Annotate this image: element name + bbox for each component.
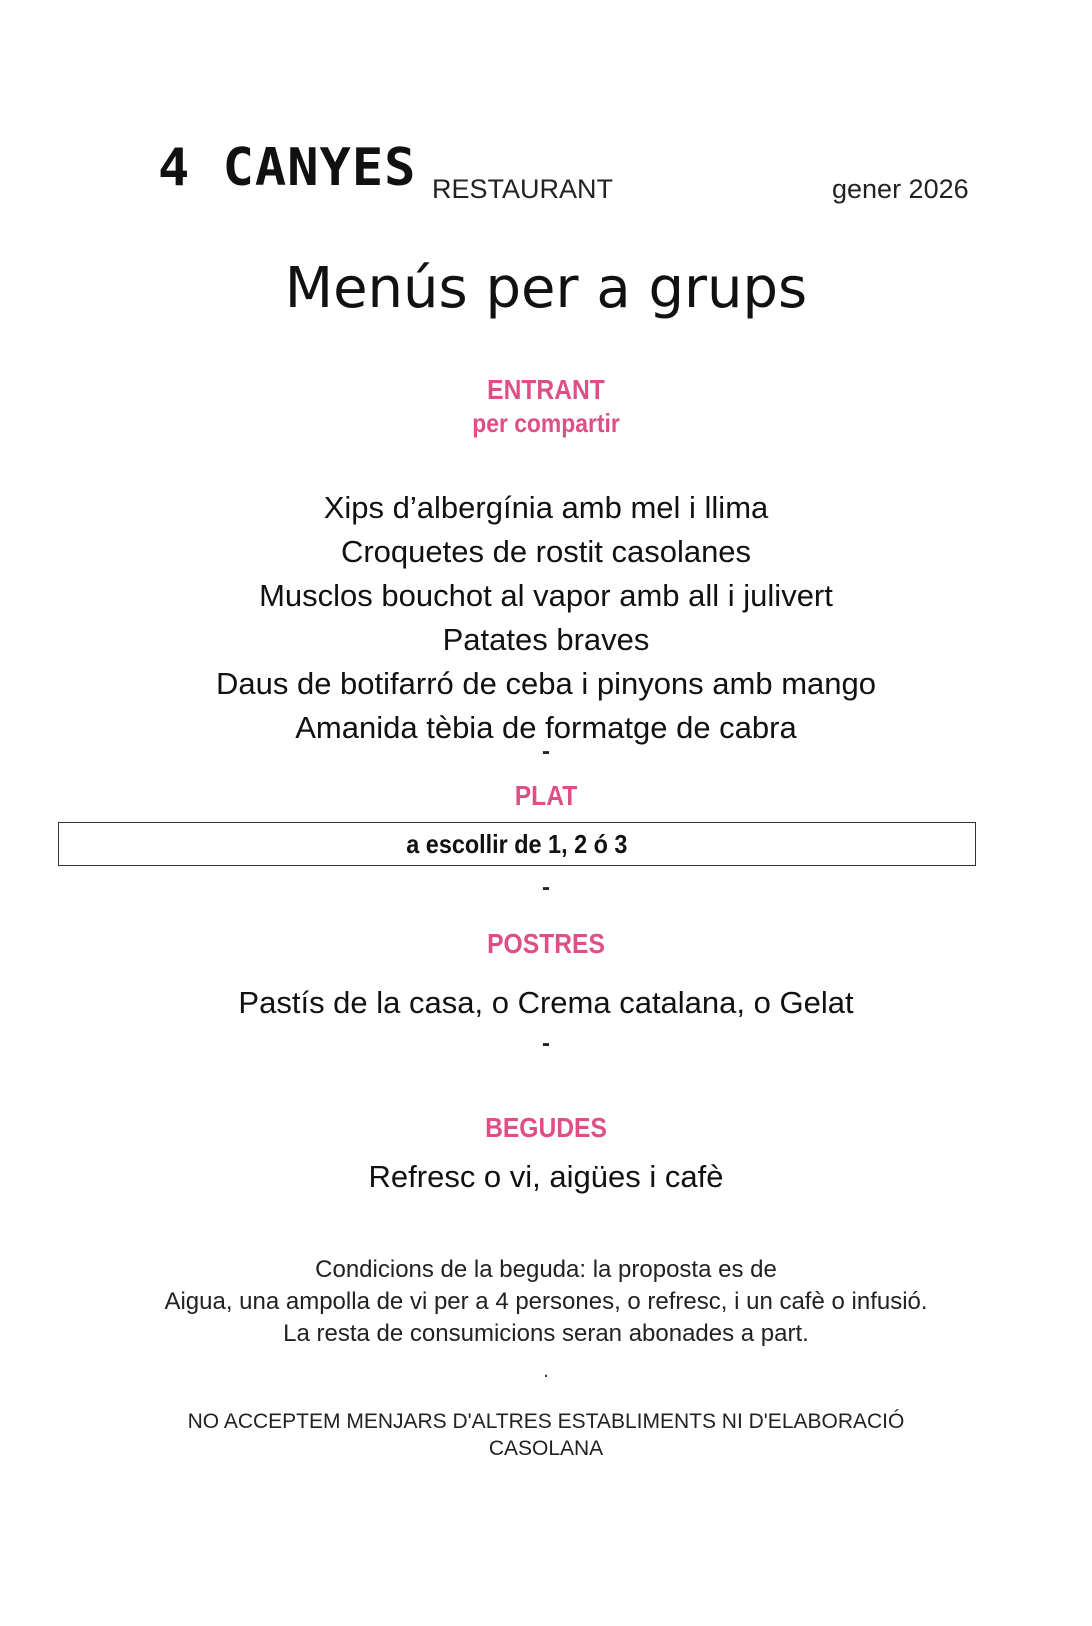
conditions-line: La resta de consumicions seran abonades a part. <box>283 1320 809 1347</box>
notice-line: NO ACCEPTEM MENJARS D'ALTRES ESTABLIMENTS NI D'ELABORACIÓ <box>187 1410 905 1433</box>
list-item: Xips d’albergínia amb mel i llima <box>323 490 769 525</box>
postres-heading: POSTRES <box>487 928 605 959</box>
begudes-text: Refresc o vi, aigües i cafè <box>368 1159 724 1194</box>
list-item: Patates braves <box>442 622 650 657</box>
plat-choice-box <box>58 822 976 866</box>
conditions-line: Aigua, una ampolla de vi per a 4 persones, o refresc, i un cafè o infusió. <box>164 1288 928 1315</box>
entrant-list <box>0 486 1092 750</box>
postres-text: Pastís de la casa, o Crema catalana, o Gelat <box>238 985 854 1020</box>
entrant-heading: ENTRANT <box>487 374 605 405</box>
notice-line: CASOLANA <box>488 1437 604 1460</box>
begudes-heading: BEGUDES <box>485 1112 607 1143</box>
plat-choice-text: a escollir de 1, 2 ó 3 <box>406 829 628 859</box>
restaurant-label: RESTAURANT <box>432 174 614 204</box>
separator-dash: - <box>542 738 550 765</box>
menu-date: gener 2026 <box>832 174 969 204</box>
entrant-subheading: per compartir <box>472 408 620 438</box>
separator-dash: - <box>542 1030 550 1057</box>
list-item: Croquetes de rostit casolanes <box>340 534 752 569</box>
restaurant-logo: 4 CANYES <box>158 138 417 198</box>
list-item: Daus de botifarró de ceba i pinyons amb mango <box>215 666 876 701</box>
separator-dash: - <box>542 874 550 901</box>
outside-food-notice <box>0 1408 1092 1462</box>
drink-conditions <box>0 1254 1092 1350</box>
conditions-line: Condicions de la beguda: la proposta es de <box>315 1256 777 1283</box>
page-title: Menús per a grups <box>284 256 808 321</box>
separator-dot: . <box>543 1360 549 1382</box>
list-item: Musclos bouchot al vapor amb all i julivert <box>259 578 833 613</box>
list-item: Amanida tèbia de formatge de cabra <box>295 710 797 745</box>
plat-heading: PLAT <box>514 780 578 811</box>
